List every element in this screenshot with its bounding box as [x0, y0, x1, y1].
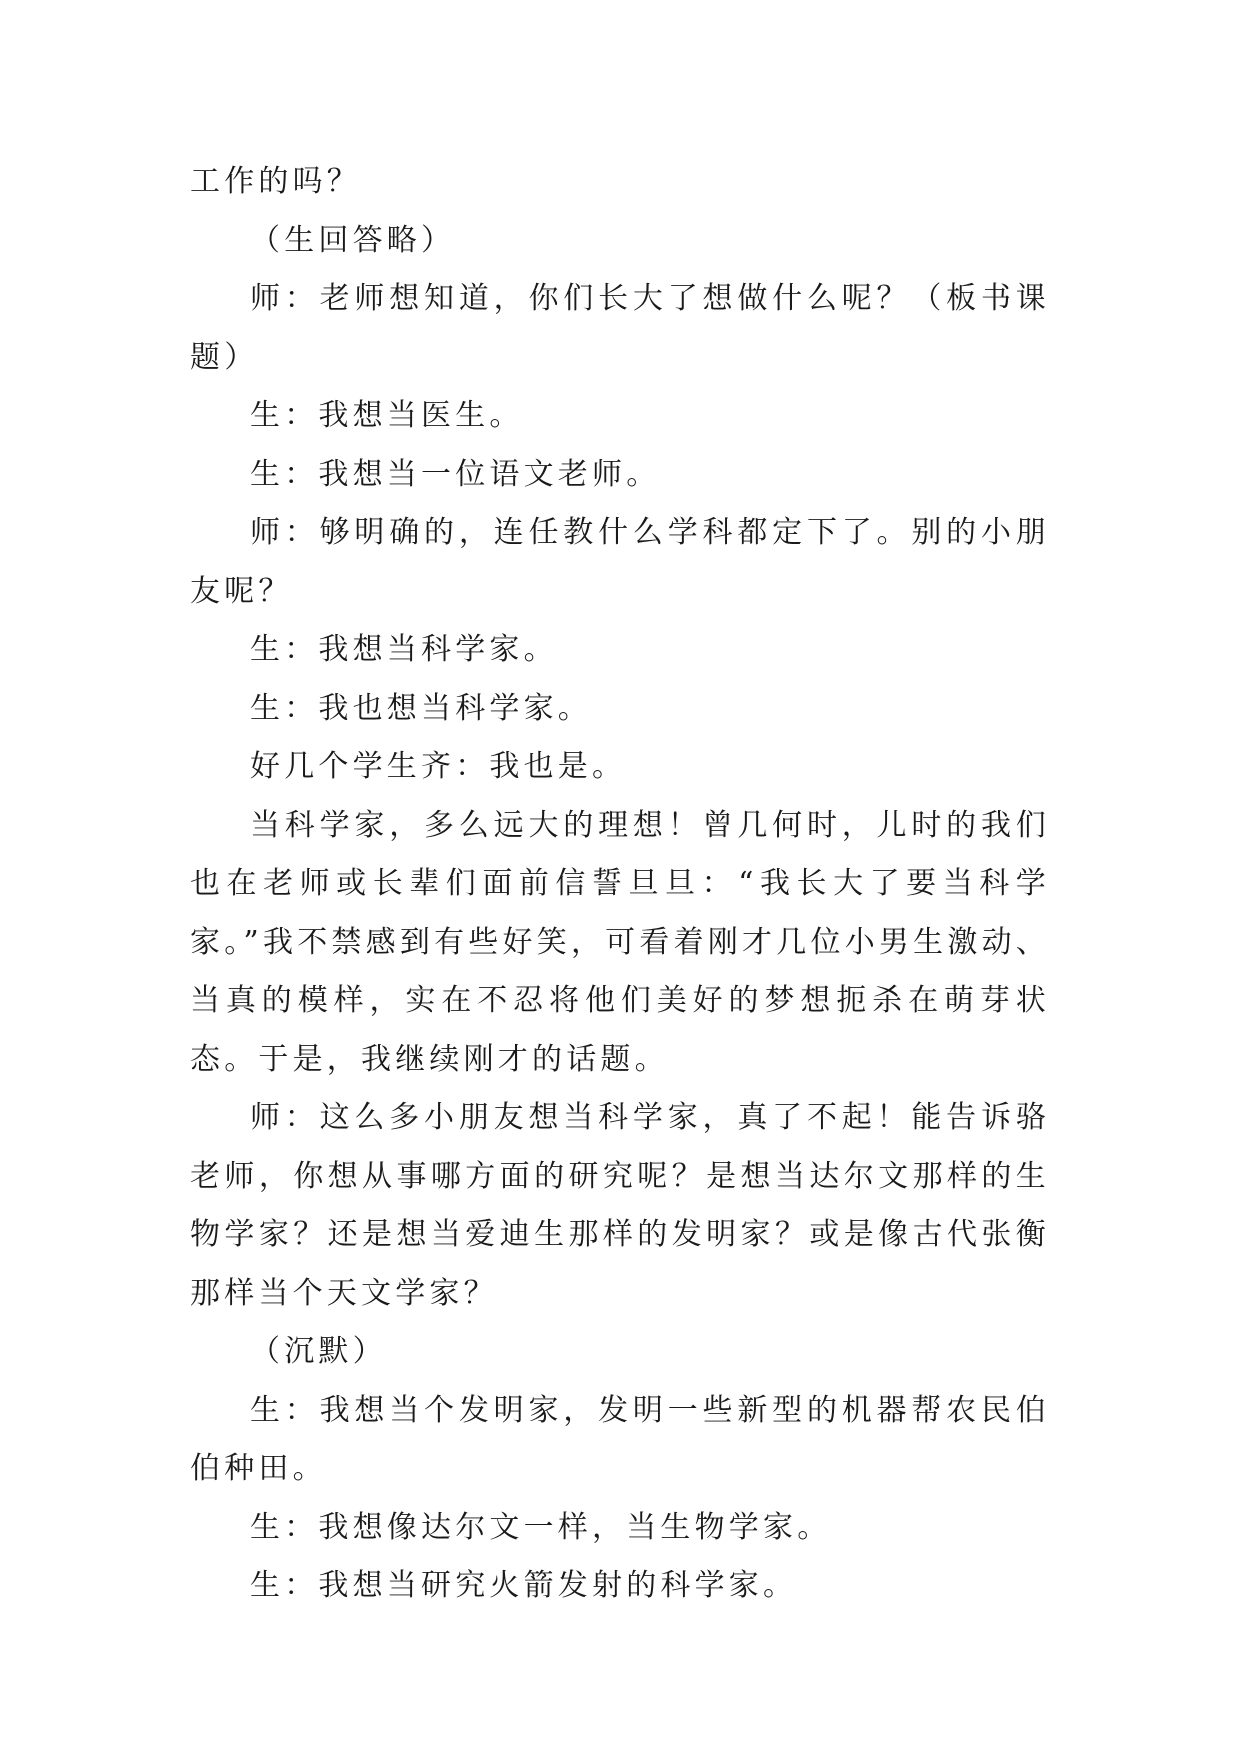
- paragraph: 生：我想当医生。: [250, 398, 524, 433]
- paragraph: 生：我想当个发明家，发明一些新型的机器帮农民伯伯种田。: [190, 1392, 1050, 1486]
- document-body: [190, 153, 1050, 1616]
- paragraph: 生：我想当一位语文老师。: [250, 456, 661, 492]
- paragraph: 当科学家，多么远大的理想！曾几何时，儿时的我们也在老师或长辈们面前信誓旦旦：“我长大了要当科学家。”我不禁感到有些好笑，可看着刚才几位小男生激动、当真的模样，实在不忍将他们美好的梦想扼杀在萌芽状态。于是，我继续刚才的话题。: [190, 807, 1050, 1077]
- paragraph: 好几个学生齐：我也是。: [250, 749, 627, 784]
- paragraph: 生：我想当科学家。: [250, 632, 558, 667]
- paragraph: 师：够明确的，连任教什么学科都定下了。别的小朋友呢？: [190, 515, 1050, 609]
- paragraph: 师：老师想知道，你们长大了想做什么呢？（板书课题）: [190, 281, 1050, 375]
- paragraph: 生：我想当研究火箭发射的科学家。: [250, 1568, 798, 1603]
- paragraph: （生回答略）: [250, 222, 456, 258]
- paragraph: 师：这么多小朋友想当科学家，真了不起！能告诉骆老师，你想从事哪方面的研究呢？是想当达尔文那样的生物学家？还是想当爱迪生那样的发明家？或是像古代张衡那样当个天文学家？: [190, 1100, 1050, 1311]
- paragraph: 生：我想像达尔文一样，当生物学家。: [250, 1509, 832, 1545]
- paragraph: 工作的吗？: [190, 164, 361, 199]
- paragraph: 生：我也想当科学家。: [250, 690, 592, 726]
- paragraph: （沉默）: [250, 1334, 387, 1369]
